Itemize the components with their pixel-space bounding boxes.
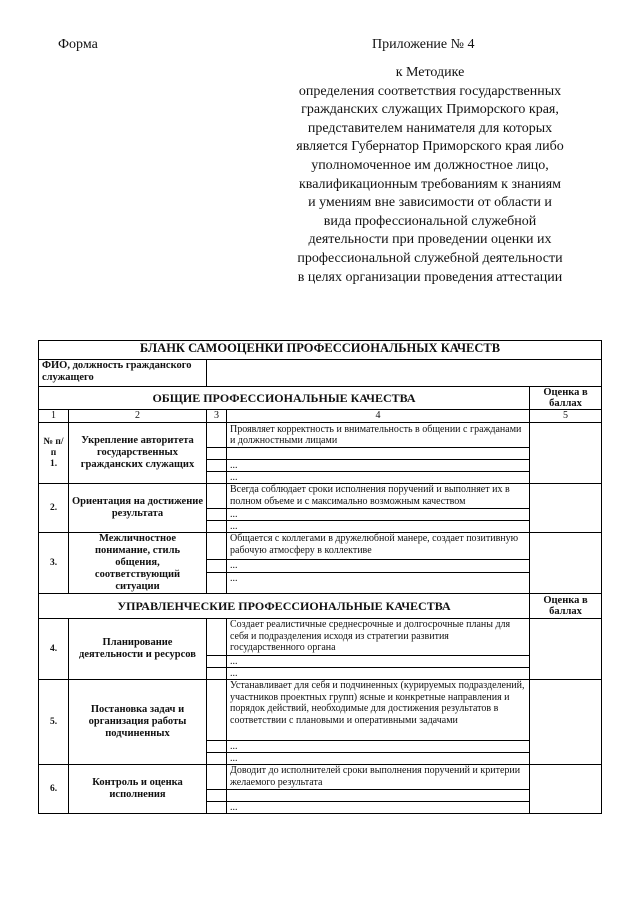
score-cell[interactable] xyxy=(530,680,602,765)
ellipsis: ... xyxy=(227,656,530,668)
caption-line: представителем нанимателя для которых xyxy=(307,120,553,136)
score-cell[interactable] xyxy=(530,765,602,814)
methodology-caption xyxy=(270,64,590,287)
mark-cell[interactable] xyxy=(207,448,227,460)
quality-name: Укрепление авторитета государственных гражданских служащих xyxy=(69,423,207,484)
caption-line: гражданских служащих Приморского края, xyxy=(301,102,559,118)
item-number: 6. xyxy=(39,765,69,814)
form-title: БЛАНК САМООЦЕНКИ ПРОФЕССИОНАЛЬНЫХ КАЧЕСТВ xyxy=(39,341,602,360)
mark-cell[interactable] xyxy=(207,765,227,790)
fio-input[interactable] xyxy=(207,360,602,387)
quality-description: Устанавливает для себя и подчиненных (курируемых подразделений, участников проектных групп) ясные и конкретные направления и порядок действий, необходимые для достижения результатов в соответствии с плановыми и оперативными задачами xyxy=(227,680,530,741)
score-header: Оценка в баллах xyxy=(530,387,602,410)
mark-cell[interactable] xyxy=(207,423,227,448)
column-number: 2 xyxy=(69,410,207,423)
item-number: 5. xyxy=(39,680,69,765)
general-section-title: ОБЩИЕ ПРОФЕССИОНАЛЬНЫЕ КАЧЕСТВА xyxy=(39,387,530,410)
score-cell[interactable] xyxy=(530,533,602,594)
quality-name: Ориентация на достижение результата xyxy=(69,484,207,533)
fio-label: ФИО, должность гражданского служащего xyxy=(39,360,207,387)
quality-description: Проявляет корректность и внимательность в общении с гражданами и должностными лицами xyxy=(227,423,530,448)
quality-name: Контроль и оценка исполнения xyxy=(69,765,207,814)
item-number: 2. xyxy=(39,484,69,533)
npp-label: № п/п xyxy=(43,437,64,458)
blank-line xyxy=(227,790,530,802)
mark-cell[interactable] xyxy=(207,656,227,668)
mark-cell[interactable] xyxy=(207,753,227,765)
item-number: 4. xyxy=(39,619,69,680)
mark-cell[interactable] xyxy=(207,619,227,656)
ellipsis: ... xyxy=(227,460,530,472)
score-cell[interactable] xyxy=(530,619,602,680)
mark-cell[interactable] xyxy=(207,560,227,573)
column-number: 4 xyxy=(227,410,530,423)
mark-cell[interactable] xyxy=(207,802,227,814)
caption-line: профессиональной служебной деятельности xyxy=(297,250,563,266)
column-number: 1 xyxy=(39,410,69,423)
mark-cell[interactable] xyxy=(207,573,227,594)
mark-cell[interactable] xyxy=(207,790,227,802)
item-number: 3. xyxy=(39,533,69,594)
ellipsis: ... xyxy=(227,802,530,814)
caption-line: вида профессиональной служебной xyxy=(323,213,537,229)
caption-line: деятельности при проведении оценки их xyxy=(308,232,552,248)
quality-name: Постановка задач и организация работы подчиненных xyxy=(69,680,207,765)
ellipsis: ... xyxy=(227,521,530,533)
ellipsis: ... xyxy=(227,573,530,594)
mark-cell[interactable] xyxy=(207,680,227,741)
appendix-number: Приложение № 4 xyxy=(372,37,475,52)
quality-description: Создает реалистичные среднесрочные и долгосрочные планы для себя и подразделения исходя из стратегии развития государственного органа xyxy=(227,619,530,656)
caption-line: квалификационным требованиям к знаниям xyxy=(298,176,561,192)
mark-cell[interactable] xyxy=(207,741,227,753)
caption-line: в целях организации проведения аттестации xyxy=(297,269,563,285)
quality-description: Доводит до исполнителей сроки выполнения поручений и критерии желаемого результата xyxy=(227,765,530,790)
item-number xyxy=(39,423,69,484)
caption-line: определения соответствия государственных xyxy=(298,83,562,99)
quality-name: Межличностное понимание, стиль общения, соответствующий ситуации xyxy=(69,533,207,594)
quality-description: Общается с коллегами в дружелюбной манере, создает позитивную рабочую атмосферу в коллективе xyxy=(227,533,530,560)
item-number-value: 1. xyxy=(49,459,58,469)
score-cell[interactable] xyxy=(530,484,602,533)
mark-cell[interactable] xyxy=(207,460,227,472)
quality-description: Всегда соблюдает сроки исполнения поручений и выполняет их в полном объеме и с максимально возможным качеством xyxy=(227,484,530,509)
ellipsis: ... xyxy=(227,509,530,521)
self-assessment-form xyxy=(38,340,602,814)
mark-cell[interactable] xyxy=(207,484,227,509)
score-header: Оценка в баллах xyxy=(530,594,602,619)
ellipsis: ... xyxy=(227,753,530,765)
caption-line: к Методике xyxy=(395,65,465,80)
ellipsis: ... xyxy=(227,668,530,680)
column-number: 5 xyxy=(530,410,602,423)
caption-line: и умениям вне зависимости от области и xyxy=(308,195,552,211)
mark-cell[interactable] xyxy=(207,509,227,521)
ellipsis: ... xyxy=(227,741,530,753)
score-cell[interactable] xyxy=(530,423,602,484)
caption-line: уполномоченное им должностное лицо, xyxy=(311,157,549,173)
mark-cell[interactable] xyxy=(207,472,227,484)
ellipsis: ... xyxy=(227,560,530,573)
form-label: Форма xyxy=(58,37,98,52)
management-section-title: УПРАВЛЕНЧЕСКИЕ ПРОФЕССИОНАЛЬНЫЕ КАЧЕСТВА xyxy=(39,594,530,619)
column-number: 3 xyxy=(207,410,227,423)
mark-cell[interactable] xyxy=(207,533,227,560)
caption-line: является Губернатор Приморского края либо xyxy=(296,139,564,155)
mark-cell[interactable] xyxy=(207,521,227,533)
mark-cell[interactable] xyxy=(207,668,227,680)
ellipsis: ... xyxy=(227,472,530,484)
quality-name: Планирование деятельности и ресурсов xyxy=(69,619,207,680)
blank-line xyxy=(227,448,530,460)
